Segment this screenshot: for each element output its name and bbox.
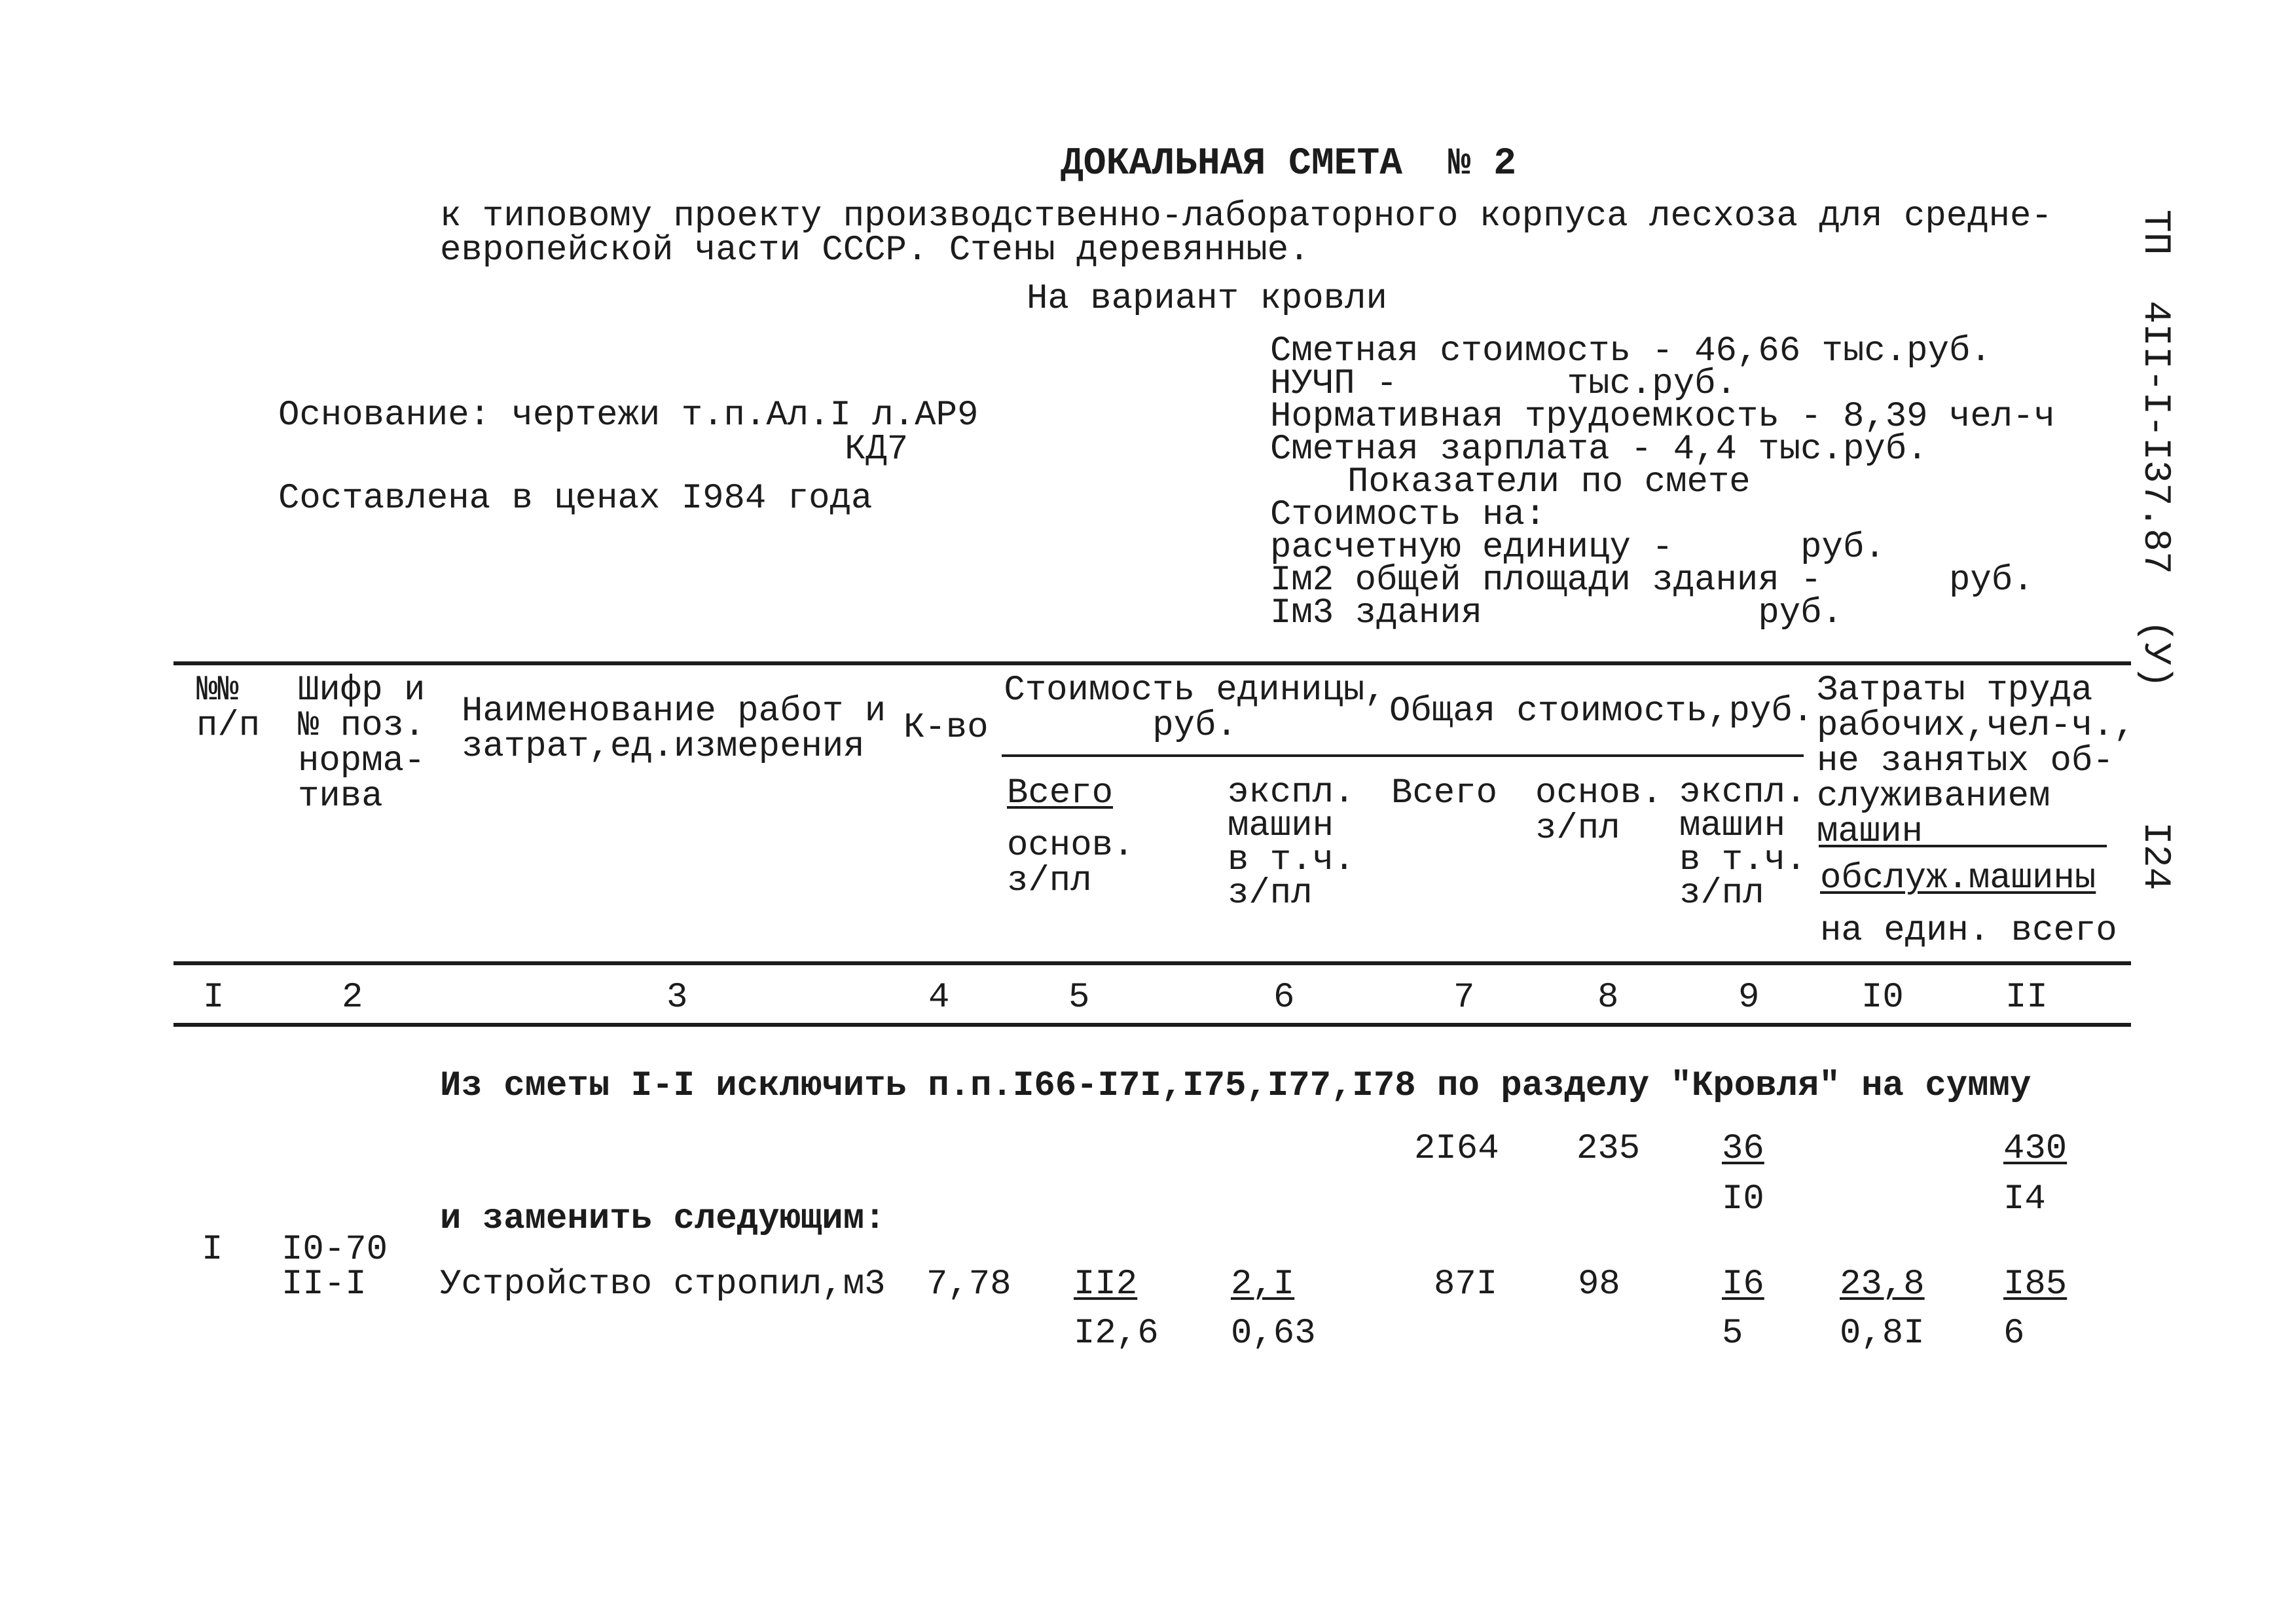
row-1-c8-base-wage: 98 <box>1578 1264 1620 1304</box>
row-1-c6-wage: 0,63 <box>1231 1314 1316 1354</box>
col-number-8: 8 <box>1597 978 1619 1018</box>
header-labor-per-unit: на един. всего <box>1820 911 2117 951</box>
col-number-10: I0 <box>1861 978 1904 1018</box>
prices-year: Составлена в ценах I984 года <box>278 479 873 519</box>
header-norm-code: Шифр и № поз. норма- тива <box>298 671 426 817</box>
row-1-work-name: Устройство стропил,м3 <box>440 1264 886 1304</box>
header-bottom-rule <box>173 961 2131 965</box>
summary-per-m3: Iм3 здания руб. <box>1270 593 1843 633</box>
header-c7-total: Всего <box>1391 773 1498 813</box>
row-1-number: I <box>202 1230 223 1270</box>
header-c5-total: Всего <box>1007 773 1114 813</box>
header-c9-machines: экспл. машин в т.ч. з/пл <box>1679 773 1807 913</box>
col-number-2: 2 <box>342 978 363 1018</box>
row-1-c5-total: II2 <box>1074 1264 1138 1304</box>
row-1-labor-per-unit: 23,8 <box>1840 1264 1925 1304</box>
header-quantity: К-во <box>903 708 989 748</box>
exclude-machines: 36 <box>1722 1129 1764 1169</box>
basis-sub: КД7 <box>845 430 909 470</box>
summary-cost: Сметная стоимость - 46,66 тыс.руб. <box>1270 331 1992 371</box>
row-1-c9-wage: 5 <box>1722 1314 1743 1354</box>
col-number-11: II <box>2005 978 2048 1018</box>
col-number-4: 4 <box>928 978 950 1018</box>
exclude-base-wage: 235 <box>1576 1129 1641 1169</box>
header-unit-cost: Стоимость единицы, руб. <box>1004 671 1386 746</box>
col-number-1: I <box>203 978 225 1018</box>
exclude-text: Из сметы I-I исключить п.п.I66-I7I,I75,I77,I78 по разделу "Кровля" на сумму <box>440 1066 2032 1106</box>
summary-indicators: Показатели по смете <box>1347 462 1751 502</box>
row-1-c6-machines: 2,I <box>1231 1264 1295 1304</box>
table-top-rule <box>173 661 2131 665</box>
row-1-labor-machines-per-unit: 0,8I <box>1840 1314 1925 1354</box>
header-labor: Затраты труда рабочих,чел-ч., не занятых об- служиванием машин <box>1817 671 2136 852</box>
basis-label: Основание: чертежи т.п.Ал.I л.АР9 <box>278 396 979 435</box>
header-row-number: №№ п/п <box>196 671 261 746</box>
header-labor-machines: обслуж.машины <box>1820 858 2096 898</box>
row-1-c7-total: 87I <box>1434 1264 1498 1304</box>
header-c8-base-wage: основ. з/пл <box>1535 773 1663 849</box>
numbers-bottom-rule <box>173 1023 2131 1027</box>
summary-per-m2: Iм2 общей площади здания - руб. <box>1270 561 2034 600</box>
variant-label: На вариант кровли <box>1027 279 1387 319</box>
row-1-labor-total: I85 <box>2003 1264 2068 1304</box>
summary-labor: Нормативная трудоемкость - 8,39 чел-ч <box>1270 397 2055 437</box>
header-work-name: Наименование работ и затрат,ед.измерения <box>462 692 886 767</box>
exclude-total: 2I64 <box>1414 1129 1499 1169</box>
row-1-quantity: 7,78 <box>926 1264 1011 1304</box>
subtitle-line-1: к типовому проекту производственно-лабораторного корпуса лесхоза для средне- <box>440 196 2052 236</box>
row-1-c9-machines: I6 <box>1722 1264 1764 1304</box>
row-1-code-2: II-I <box>282 1264 367 1304</box>
subtitle-line-2: европейской части СССР. Стены деревянные. <box>440 231 1310 270</box>
header-c5-base-wage: основ. з/пл <box>1007 826 1135 901</box>
side-document-code: ТП 4II-I-I37.87 (У) <box>2134 210 2176 688</box>
exclude-machines-wage: I0 <box>1722 1179 1764 1219</box>
summary-wage: Сметная зарплата - 4,4 тыс.руб. <box>1270 430 1928 470</box>
row-1-code-1: I0-70 <box>282 1230 388 1270</box>
row-1-labor-machines-total: 6 <box>2003 1314 2025 1354</box>
summary-per-unit: расчетную единицу - руб. <box>1270 528 1886 568</box>
header-total-cost: Общая стоимость,руб. <box>1389 692 1814 731</box>
document-title: ДОКАЛЬНАЯ СМЕТА № 2 <box>1061 143 1517 185</box>
col-number-6: 6 <box>1273 978 1295 1018</box>
exclude-labor-machines: I4 <box>2003 1179 2046 1219</box>
col-number-9: 9 <box>1738 978 1760 1018</box>
replace-text: и заменить следующим: <box>440 1199 886 1239</box>
col-number-5: 5 <box>1068 978 1090 1018</box>
col-number-7: 7 <box>1453 978 1475 1018</box>
row-1-c5-base-wage: I2,6 <box>1074 1314 1159 1354</box>
header-c6-machines: экспл. машин в т.ч. з/пл <box>1228 773 1355 913</box>
unit-cost-rule <box>1002 754 1804 757</box>
side-page-number: I24 <box>2134 822 2176 891</box>
summary-cost-on: Стоимость на: <box>1270 495 1546 535</box>
summary-nuchp: НУЧП - тыс.руб. <box>1270 364 1737 404</box>
col-number-3: 3 <box>666 978 688 1018</box>
exclude-labor-total: 430 <box>2003 1129 2068 1169</box>
